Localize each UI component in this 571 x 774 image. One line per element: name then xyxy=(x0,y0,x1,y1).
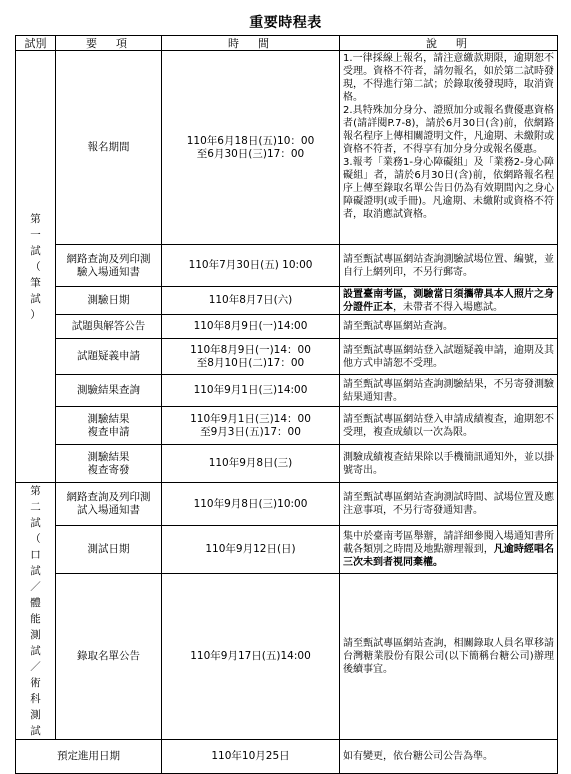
item-cell: 網路查詢及列印測 試入場通知書 xyxy=(56,483,162,526)
table-row xyxy=(16,245,558,287)
table-row xyxy=(16,483,558,526)
item-cell: 測驗結果查詢 xyxy=(56,375,162,407)
time-cell: 110年9月8日(三) xyxy=(162,445,340,483)
description-cell xyxy=(340,51,558,245)
description-cell: 請至甄試專區網站登入試題疑義申請，逾期及其他方式申請恕不受理。 xyxy=(340,339,558,375)
stage1-label: 第 一 試 （ 筆 試 ） xyxy=(16,51,56,483)
item-cell: 測驗結果 複查申請 xyxy=(56,407,162,445)
description-cell: 如有變更，依台糖公司公告為準。 xyxy=(340,740,558,774)
item-cell: 試題疑義申請 xyxy=(56,339,162,375)
header-item: 要 項 xyxy=(56,36,162,51)
item-cell: 網路查詢及列印測 驗入場通知書 xyxy=(56,245,162,287)
description-cell: 請至甄試專區網站登入申請成績複查，逾期恕不受理，複查成績以一次為限。 xyxy=(340,407,558,445)
time-cell: 110年9月12日(日) xyxy=(162,526,340,574)
table-row xyxy=(16,573,558,739)
item-cell: 測驗結果 複查寄發 xyxy=(56,445,162,483)
item-cell: 試題與解答公告 xyxy=(56,315,162,339)
header-description: 說 明 xyxy=(340,36,558,51)
time-cell: 110年7月30日(五) 10:00 xyxy=(162,245,340,287)
header-row xyxy=(16,36,558,51)
note-2: 2.具特殊加分身分、證照加分或報名費優惠資格者(請詳閱P.7-8)，請於6月30日(含)前，依網路報名程序上傳相關證明文件，凡逾期、未繳附或資格不符者，不得享有加分身分或報名優惠。 xyxy=(343,105,554,155)
description-cell: 請至甄試專區網站查詢測驗試場位置、編號，並自行上網列印，不另行郵寄。 xyxy=(340,245,558,287)
description-bold: 凡逾時經唱名三次未到者視同棄權。 xyxy=(343,543,555,568)
table-row xyxy=(16,740,558,774)
description-cell: 集中於臺南考區舉辦，請詳細參閱入場通知書所載各類別之時間及地點辦理報到，凡逾時經唱名三次未到者視同棄權。 xyxy=(340,526,558,574)
table-row xyxy=(16,51,558,245)
header-time: 時 間 xyxy=(162,36,340,51)
time-cell: 110年8月7日(六) xyxy=(162,287,340,315)
table-row xyxy=(16,315,558,339)
note-3: 3.報考「業務1-身心障礙組」及「業務2-身心障礙組」者，請於6月30日(含)前，依網路報名程序上傳至錄取名單公告日仍為有效期間內之身心障礙證明(或手冊)。凡逾期、未繳附或資格不符者，取消應試資格。 xyxy=(343,157,554,220)
time-cell: 110年6月18日(五)10：00 至6月30日(三)17：00 xyxy=(162,51,340,245)
description-cell: 請至甄試專區網站查詢。 xyxy=(340,315,558,339)
time-cell: 110年9月17日(五)14:00 xyxy=(162,573,340,739)
note-1: 1.一律採線上報名，請注意繳款期限，逾期恕不受理。資格不符者，請勿報名，如於第二試時發現，不得進行第二試；於錄取後發現時，取消資格。 xyxy=(343,53,554,103)
stage2-label: 第 二 試 （ 口 試 ／ 體 能 測 試 ／ 術 科 測 試 xyxy=(16,483,56,740)
time-cell: 110年9月1日(三)14：00 至9月3日(五)17：00 xyxy=(162,407,340,445)
item-cell: 報名期間 xyxy=(56,51,162,245)
table-row xyxy=(16,287,558,315)
time-cell: 110年8月9日(一)14：00 至8月10日(二)17：00 xyxy=(162,339,340,375)
table-row xyxy=(16,445,558,483)
table-row xyxy=(16,339,558,375)
table-row xyxy=(16,526,558,574)
description-cell: 請至甄試專區網站查詢，相關錄取人員名單移請台灣糖業股份有限公司(以下簡稱台糖公司)辦理後續事宜。 xyxy=(340,573,558,739)
schedule-table xyxy=(15,35,558,774)
time-cell: 110年10月25日 xyxy=(162,740,340,774)
item-cell: 測試日期 xyxy=(56,526,162,574)
description-cell: 設置臺南考區，測驗當日須攜帶具本人照片之身分證件正本，未帶者不得入場應試。 xyxy=(340,287,558,315)
item-cell: 預定進用日期 xyxy=(16,740,162,774)
description-cell: 測驗成績複查結果除以手機簡訊通知外，並以掛號寄出。 xyxy=(340,445,558,483)
table-row xyxy=(16,407,558,445)
time-cell: 110年9月8日(三)10:00 xyxy=(162,483,340,526)
page-title: 重要時程表 xyxy=(249,15,322,31)
time-cell: 110年9月1日(三)14:00 xyxy=(162,375,340,407)
item-cell: 錄取名單公告 xyxy=(56,573,162,739)
description-cell: 請至甄試專區網站查詢測試時間、試場位置及應注意事項，不另行寄發通知書。 xyxy=(340,483,558,526)
header-category: 試別 xyxy=(16,36,56,51)
item-cell: 測驗日期 xyxy=(56,287,162,315)
description-cell: 請至甄試專區網站查詢測驗結果，不另寄發測驗結果通知書。 xyxy=(340,375,558,407)
time-cell: 110年8月9日(一)14:00 xyxy=(162,315,340,339)
table-row xyxy=(16,375,558,407)
description-bold: 設置臺南考區，測驗當日須攜帶具本人照片之身分證件正本 xyxy=(343,288,554,313)
